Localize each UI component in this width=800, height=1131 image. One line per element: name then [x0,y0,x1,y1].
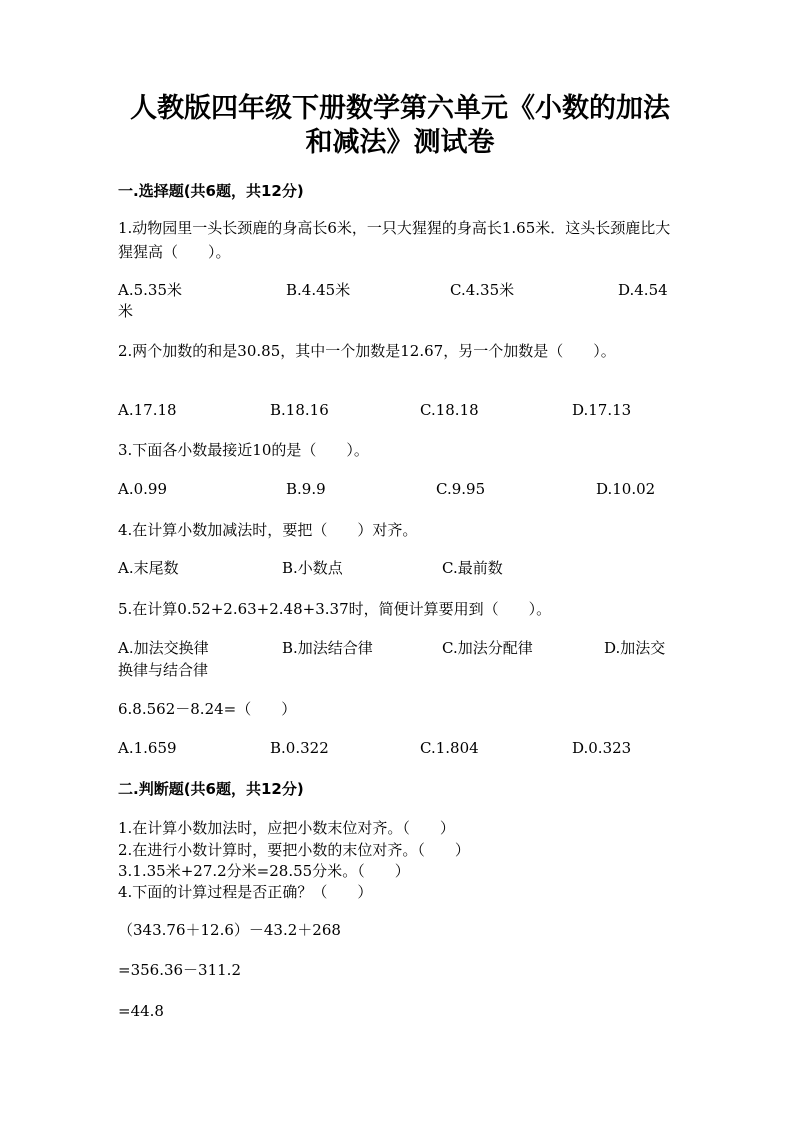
question-5-option-d-wrap: 换律与结合律 [118,661,209,679]
question-5-option-c: C.加法分配律 [442,639,533,657]
question-6-option-d: D.0.323 [572,739,632,757]
question-5-option-d: D.加法交 [604,639,666,657]
judge-item-3: 3.1.35米+27.2分米=28.55分米。（ ） [118,862,410,880]
question-4-stem: 4.在计算小数加减法时，要把（ ）对齐。 [118,521,418,539]
section-heading-choice: 一.选择题(共6题，共12分) [118,182,304,200]
question-2-option-c: C.18.18 [420,401,479,419]
section-heading-judge: 二.判断题(共6题，共12分) [118,780,304,798]
question-3-stem: 3.下面各小数最接近10的是（ ）。 [118,441,369,459]
question-3-option-c: C.9.95 [436,480,486,498]
question-1-stem: 1.动物园里一头长颈鹿的身高长6米，一只大猩猩的身高长1.65米．这头长颈鹿比大猩猩高（ ）。 [118,219,671,261]
question-2-option-b: B.18.16 [270,401,329,419]
question-3-option-b: B.9.9 [286,480,326,498]
question-6-option-a: A.1.659 [118,739,177,757]
question-4-option-a: A.末尾数 [118,559,179,577]
question-1-option-c: C.4.35米 [450,281,515,299]
question-2-option-d: D.17.13 [572,401,632,419]
calc-line-2: =356.36－311.2 [118,961,241,979]
question-4-option-b: B.小数点 [282,559,343,577]
calc-line-1: （343.76＋12.6）－43.2＋268 [118,921,341,939]
question-6-stem: 6.8.562－8.24=（ ） [118,700,297,718]
question-2-option-a: A.17.18 [118,401,177,419]
question-1-option-b: B.4.45米 [286,281,351,299]
question-1-option-a: A.5.35米 [118,281,182,299]
calc-line-3: =44.8 [118,1002,164,1020]
question-6-option-b: B.0.322 [270,739,329,757]
judge-item-2: 2.在进行小数计算时，要把小数的末位对齐。（ ） [118,841,470,859]
question-1-option-d-wrap: 米 [118,302,134,320]
question-5-stem: 5.在计算0.52+2.63+2.48+3.37时，简便计算要用到（ ）。 [118,600,552,618]
question-3-option-a: A.0.99 [118,480,167,498]
judge-item-4: 4.下面的计算过程是否正确？（ ） [118,883,373,901]
question-6-option-c: C.1.804 [420,739,479,757]
question-5-option-b: B.加法结合律 [282,639,373,657]
question-2-stem: 2.两个加数的和是30.85，其中一个加数是12.67，另一个加数是（ ）。 [118,342,616,360]
question-1-option-d: D.4.54 [618,281,668,299]
question-4-option-c: C.最前数 [442,559,503,577]
page-title: 人教版四年级下册数学第六单元《小数的加法和减法》测试卷 [130,93,670,158]
question-3-option-d: D.10.02 [596,480,656,498]
judge-item-1: 1.在计算小数加法时，应把小数末位对齐。（ ） [118,819,455,837]
question-5-option-a: A.加法交换律 [118,639,209,657]
